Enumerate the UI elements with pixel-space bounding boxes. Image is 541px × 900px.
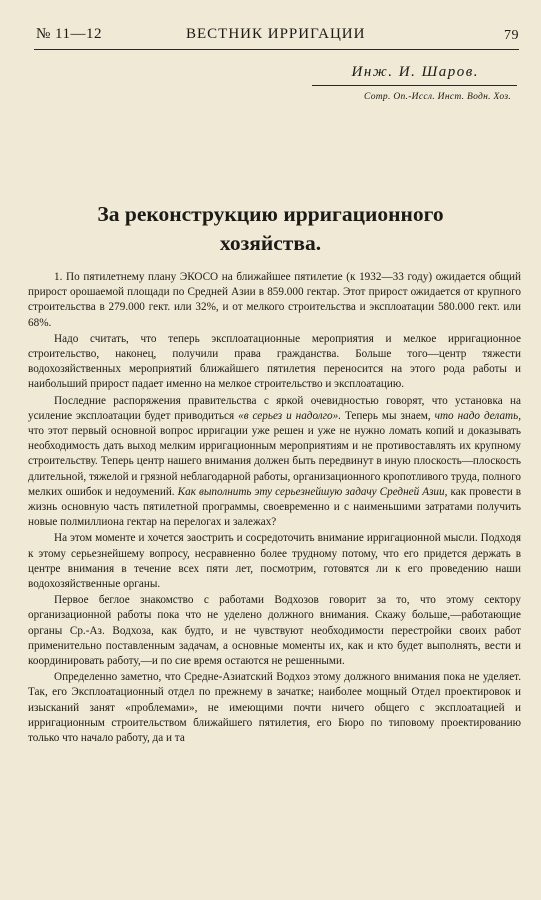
page-number: 79 <box>504 28 519 43</box>
paragraph-6: Определенно заметно, что Средне-Азиатский Водхоз этому должного внимания пока не уделяет. Так, его Эксплоатационный отдел по прежнему в зачатке; наиболее мощный Отдел проектировок и изысканий занят «проблемами», не имеющими почти ничего общего с эксплоатацией и ирригационным строительством ближайшего пятилетия, его Бюро по типовому проектированию только что начало работу, да и та <box>28 671 521 745</box>
running-header <box>36 26 519 48</box>
article-title <box>30 200 511 258</box>
paragraph-3-text-d: как провести в жизнь основную часть пятилетной программы, своевременно и с наименьшими затратами получить новые полмиллиона гектар на перелогах и залежах? <box>28 485 522 529</box>
header-rule <box>34 49 519 50</box>
paragraph-3-emphasis-3: Как выполнить эту серьезнейшую задачу Средней Азии, <box>177 485 448 498</box>
paragraph-4: На этом моменте и хочется заострить и сосредоточить внимание ирригационной мысли. Подходя к этому серьезнейшему вопросу, несравненно более трудному потому, что его придется держать в центре внимания в течение всех пяти лет, посмотрим, готовятся ли к его проведению наши водохозяйственные органы. <box>28 532 521 591</box>
paragraph-3-text-c: что этот первый основной вопрос ирригации уже решен и уже не нужно ломать копий и доказывать необходимость дать выход мелким ирригационным мероприятиям и не противоставлять их крупному строительству. Теперь центр нашего внимания должен быть передвинут в иную плоскость—плоскость длительной, тяжелой и грязной неблагодарной работы, организационного кропотливого труда, полного мелких ошибок и недоумений. <box>28 425 521 498</box>
title-line-2: хозяйства. <box>219 231 322 255</box>
author-name: Инж. И. Шаров. <box>351 64 479 80</box>
paragraph-2: Надо считать, что теперь эксплоатационные мероприятия и мелкое ирригационное строительство, наконец, получили права гражданства. Больше того—центр тяжести водохозяйственных мероприятий ближайшего пятилетия переносится на этого рода работы и наибольший прирост падает именно на мелкое строительство и эксплоатацию. <box>28 332 521 391</box>
article-body <box>28 270 521 747</box>
paragraph-5: Первое беглое знакомство с работами Водхозов говорит за то, что этому сектору организационной работы пока что не уделено должного внимания. Скажу больше,—работающие органы Ср.-Аз. Водхоза, как будто, и не чувствуют необходимости перестройки своих работ применительно поставленным задачам, а основные моменты их, как и кто будет выполнять, вести и координировать работу,—и по сие время остаются не решенными. <box>28 594 521 668</box>
paragraph-3-emphasis-2: что надо делать, <box>434 409 522 422</box>
issue-number: № 11—12 <box>36 26 103 42</box>
paragraph-3-text-b: Теперь мы знаем, <box>344 409 431 422</box>
author-rule <box>312 85 517 86</box>
paragraph-3 <box>28 394 521 531</box>
paragraph-1: 1. По пятилетнему плану ЭКОСО на ближайшее пятилетие (к 1932—33 году) ожидается общий прирост орошаемой площади по Средней Азии в 859.000 гектар. Этот прирост ожидается от крупного строительства в 279.000 гект. или 32%, и от мелкого строительства и эксплоатации 580.000 гект. или 68%. <box>28 271 521 329</box>
paragraph-3-emphasis-1: «в серьез и надолго». <box>238 409 341 422</box>
paragraph-3-text-a: Последние распоряжения правительства с яркой очевидностью говорят, что установка на усиление эксплоатации будет приводиться <box>28 394 521 422</box>
author-affiliation: Сотр. Оп.-Иссл. Инст. Водн. Хоз. <box>364 92 511 102</box>
title-line-1: За реконструкцию ирригационного <box>97 202 444 226</box>
journal-title: ВЕСТНИК ИРРИГАЦИИ <box>186 26 366 42</box>
